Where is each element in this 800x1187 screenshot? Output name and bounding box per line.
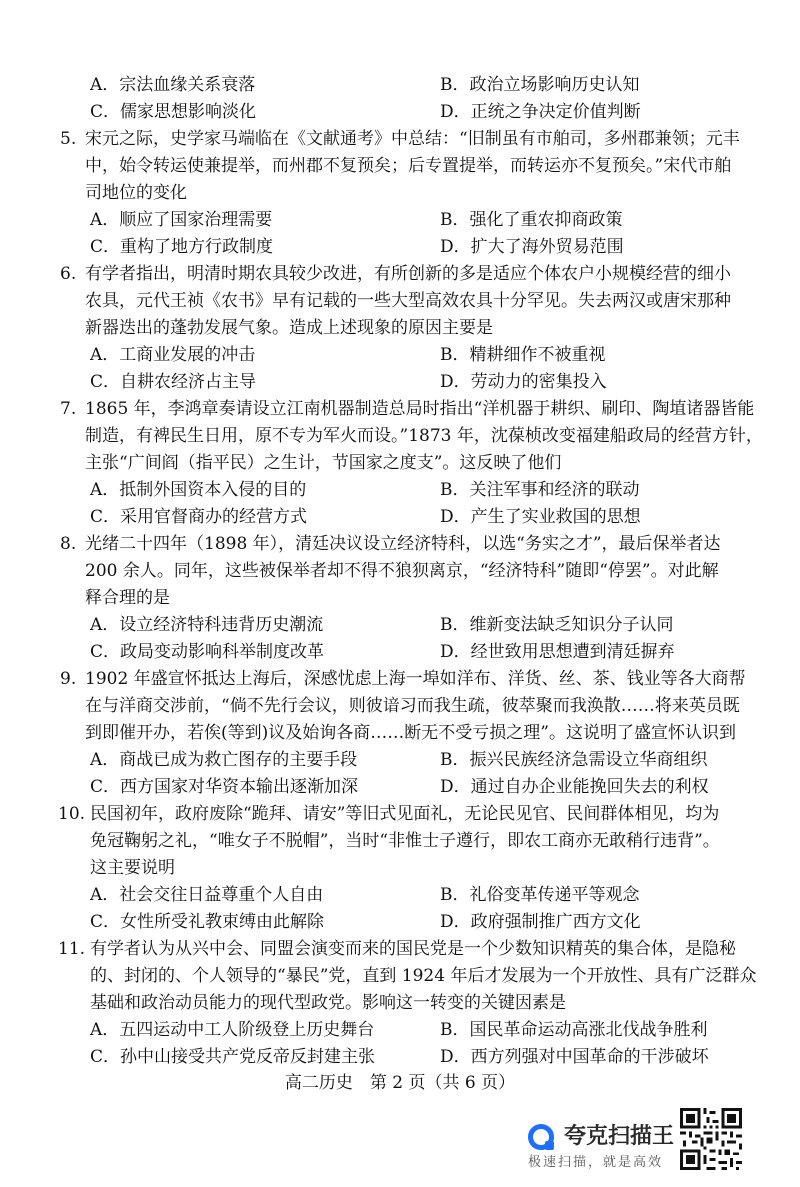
q7-option-d[interactable]: D．产生了实业救国的思想 [440,507,641,527]
q10-option-c[interactable]: C．女性所受礼教束缚由此解除 [90,912,325,932]
q10-options-row-1 [0,880,800,910]
watermark-title: 夸克扫描王 [564,1124,675,1149]
question-text-line: 宋元之际，史学家马端临在《文献通考》中总结：“旧制虽有市舶司，多州郡兼领；元丰 [85,129,740,149]
question-text-line: 释合理的是 [85,588,170,608]
q4-option-c[interactable]: C．儒家思想影响淡化 [90,102,257,122]
q7-options-row-1 [0,475,800,505]
question-number: 7. [60,399,77,419]
q8-option-a[interactable]: A．设立经济特科违背历史潮流 [90,615,324,635]
q11-option-d[interactable]: D．西方列强对中国革命的干涉破坏 [440,1047,709,1067]
question-text-line: 1902 年盛宣怀抵达上海后，深感忧虑上海一埠如洋布、洋货、丝、茶、钱业等各大商帮 [85,669,746,689]
question-text-line: 这主要说明 [90,858,175,878]
q4-option-d[interactable]: D．正统之争决定价值判断 [440,102,641,122]
q4-option-a[interactable]: A．宗法血缘关系衰落 [90,75,256,95]
question-text-line: 有学者认为从兴中会、同盟会演变而来的国民党是一个少数知识精英的集合体，是隐秘 [90,939,736,959]
q8-options-row-1 [0,610,800,640]
q8-option-b[interactable]: B．维新变法缺乏知识分子认同 [440,615,674,635]
q9-option-a[interactable]: A．商战已成为救亡图存的主要手段 [90,750,358,770]
question-text-line: 中，始令转运使兼提举，而州郡不复预矣；后专置提举，而转运亦不复预矣。”宋代市舶 [85,156,732,176]
question-text-line: 光绪二十四年（1898 年），清廷决议设立经济特科，以选“务实之才”，最后保举者达 [85,534,721,554]
question-number: 9. [60,669,77,689]
q9-options-row-1 [0,745,800,775]
question-text-line: 200 余人。同年，这些被保举者却不得不狼狈离京，“经济特科”随即“停罢”。对此解 [85,561,719,581]
question-text-line: 主张“广间阎（指平民）之生计，节国家之度支”。这反映了他们 [85,453,562,473]
qr-code-icon [680,1108,742,1170]
q8-options-row-2 [0,637,800,667]
q9-options-row-2 [0,772,800,802]
question-text-line: 到即催开办，若俟(等到)议及始询各商……断无不受亏损之理”。这说明了盛宣怀认识到 [85,723,736,743]
q9-option-c[interactable]: C．西方国家对华资本输出逐渐加深 [90,777,359,797]
question-number: 5. [60,129,77,149]
question-text-line: 司地位的变化 [85,183,187,203]
question-text-line: 农具，元代王祯《农书》早有记载的一些大型高效农具十分罕见。失去两汉或唐宋那种 [85,291,731,311]
question-text-line: 新器迭出的蓬勃发展气象。造成上述现象的原因主要是 [85,318,493,338]
question-text-line: 的、封闭的、个人领导的“暴民”党，直到 1924 年后才发展为一个开放性、具有广泛群众 [90,966,757,986]
q10-option-a[interactable]: A．社会交往日益尊重个人自由 [90,885,324,905]
q6-options-row-2 [0,367,800,397]
question-text-line: 免冠鞠躬之礼，“唯女子不脱帽”，当时“非惟士子遵行，即农工商亦无敢稍行违背”。 [90,831,720,851]
q7-option-b[interactable]: B．关注军事和经济的联动 [440,480,640,500]
q11-option-a[interactable]: A．五四运动中工人阶级登上历史舞台 [90,1020,375,1040]
q5-option-b[interactable]: B．强化了重农抑商政策 [440,210,623,230]
q6-option-a[interactable]: A．工商业发展的冲击 [90,345,256,365]
q4-options-row-1 [0,70,800,100]
question-text-line: 在与洋商交涉前，“倘不先行会议，则彼谙习而我生疏，彼萃聚而我涣散……将来英员既 [85,696,740,716]
q10-option-b[interactable]: B．礼俗变革传递平等观念 [440,885,640,905]
question-text-line: 1865 年，李鸿章奏请设立江南机器制造总局时指出“洋机器于耕织、刷印、陶埴诸器皆能 [85,399,755,419]
question-number: 11. [58,939,86,959]
q5-options-row-1 [0,205,800,235]
question-text-line: 制造，有裨民生日用，原不专为军火而设。”1873 年，沈葆桢改变福建船政局的经营方针， [85,426,763,446]
q11-options-row-1 [0,1015,800,1045]
question-number: 6. [60,264,77,284]
q7-options-row-2 [0,502,800,532]
quark-logo-icon [528,1124,554,1150]
q5-options-row-2 [0,232,800,262]
q4-option-b[interactable]: B．政治立场影响历史认知 [440,75,640,95]
q11-option-b[interactable]: B．国民革命运动高涨北伐战争胜利 [440,1020,708,1040]
q6-options-row-1 [0,340,800,370]
q10-option-d[interactable]: D．政府强制推广西方文化 [440,912,641,932]
question-text-line: 基础和政治动员能力的现代型政党。影响这一转变的关键因素是 [90,993,566,1013]
question-text-line: 有学者指出，明清时期农具较少改进，有所创新的多是适应个体农户小规模经营的细小 [85,264,731,284]
q7-option-a[interactable]: A．抵制外国资本入侵的目的 [90,480,307,500]
scanner-watermark [522,1118,675,1178]
q8-option-d[interactable]: D．经世致用思想遭到清廷摒弃 [440,642,675,662]
page-footer: 高二历史 第 2 页（共 6 页） [284,1073,516,1093]
q5-option-c[interactable]: C．重构了地方行政制度 [90,237,274,257]
q4-options-row-2 [0,97,800,127]
q5-option-a[interactable]: A．顺应了国家治理需要 [90,210,273,230]
q7-option-c[interactable]: C．采用官督商办的经营方式 [90,507,308,527]
question-number: 8. [60,534,77,554]
q9-option-d[interactable]: D．通过自办企业能挽回失去的利权 [440,777,709,797]
q9-option-b[interactable]: B．振兴民族经济急需设立华商组织 [440,750,708,770]
question-number: 10. [58,804,86,824]
watermark-slogan: 极速扫描，就是高效 [528,1155,664,1170]
q10-options-row-2 [0,907,800,937]
q5-option-d[interactable]: D．扩大了海外贸易范围 [440,237,624,257]
q6-option-c[interactable]: C．自耕农经济占主导 [90,372,257,392]
question-text-line: 民国初年，政府废除“跪拜、请安”等旧式见面礼，无论民见官、民间群体相见，均为 [90,804,720,824]
q11-option-c[interactable]: C．孙中山接受共产党反帝反封建主张 [90,1047,376,1067]
q6-option-d[interactable]: D．劳动力的密集投入 [440,372,607,392]
q6-option-b[interactable]: B．精耕细作不被重视 [440,345,606,365]
q8-option-c[interactable]: C．政局变动影响科举制度改革 [90,642,325,662]
